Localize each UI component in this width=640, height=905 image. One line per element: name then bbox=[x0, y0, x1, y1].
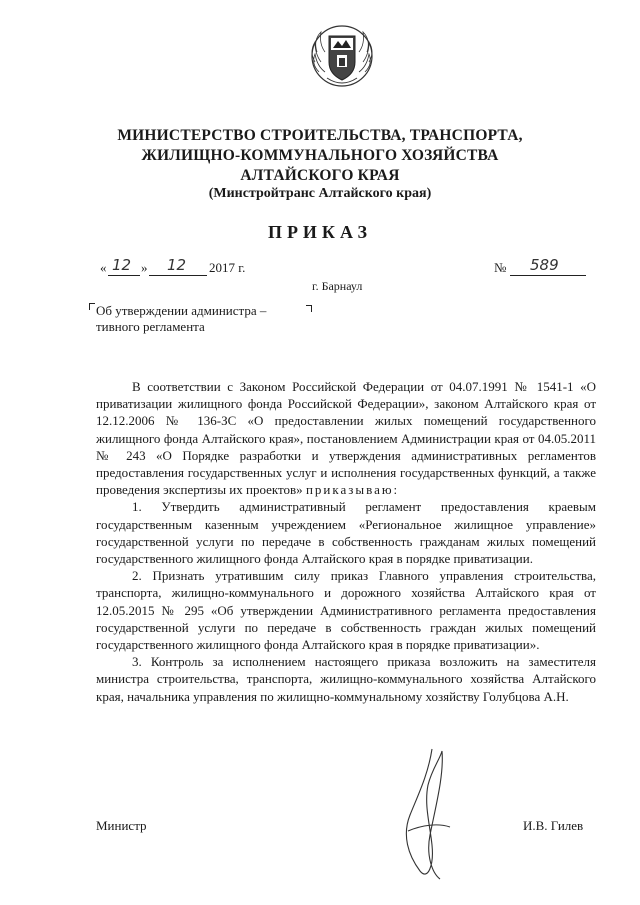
order-item-2: 2. Признать утратившим силу приказ Главного управления строительства, транспорта, жилищно-коммунального и дорожного хозяйства Алтайского края от 12.05.2015 № 295 «Об утверждении Административного регламента предоставления государственной услуги по передаче в собственность граждан жилых помещений государственного жилищного фонда Алтайского края в порядке приватизации». bbox=[96, 568, 596, 653]
document-number bbox=[494, 256, 594, 278]
handwritten-signature bbox=[388, 745, 468, 885]
order-item-3: 3. Контроль за исполнением настоящего приказа возложить на заместителя министра строительства, транспорта, жилищно-коммунального хозяйства Алтайского края, начальника управления по жилищно-коммунальному хозяйству Голубцова А.Н. bbox=[96, 654, 596, 704]
ministry-name bbox=[90, 126, 550, 186]
ministry-line-2: ЖИЛИЩНО-КОММУНАЛЬНОГО ХОЗЯЙСТВА bbox=[141, 147, 499, 164]
number-label: № bbox=[494, 260, 507, 275]
order-item-1: 1. Утвердить административный регламент предоставления краевым государственным казенным учреждением «Региональное жилищное управление» государственной услуги по передаче в собственность гражданам жилых помещений государственного жилищного фонда Алтайского края в порядке приватизации. bbox=[96, 499, 596, 567]
preamble-paragraph bbox=[96, 378, 596, 498]
date-month-handwritten: 12 bbox=[167, 256, 187, 274]
subject-line-1: Об утверждении администра – bbox=[96, 303, 267, 318]
date-open-quote: « bbox=[100, 260, 107, 275]
signer-name: И.В. Гилев bbox=[523, 818, 584, 833]
signer-title: Министр bbox=[96, 818, 147, 833]
document-body bbox=[96, 378, 596, 705]
ministry-line-1: МИНИСТЕРСТВО СТРОИТЕЛЬСТВА, ТРАНСПОРТА, bbox=[117, 127, 523, 144]
order-word: приказываю: bbox=[305, 482, 400, 498]
city: г. Барнаул bbox=[312, 279, 363, 293]
preamble-text: В соответствии с Законом Российской Федерации от 04.07.1991 № 1541-1 «О приватизации жилищного фонда Российской Федерации», законом Алтайского края от 12.12.2006 № 136-ЗС «О предоставлении жилых помещений государственного жилищного фонда Алтайского края», постановлением Администрации края от 04.05.2011 № 243 «О Порядке разработки и утверждения административных регламентов предоставления государственных услуг и исполнения государственных функций, а также проведения экспертизы их проектов» bbox=[96, 379, 596, 498]
document-date bbox=[100, 256, 300, 278]
ministry-line-3: АЛТАЙСКОГО КРАЯ bbox=[240, 167, 400, 184]
ministry-short-name: (Минстройтранс Алтайского края) bbox=[208, 186, 432, 201]
subject-line-2: тивного регламента bbox=[96, 319, 205, 334]
coat-of-arms-icon bbox=[303, 22, 381, 88]
number-value-handwritten: 589 bbox=[530, 256, 559, 274]
document-subject bbox=[92, 303, 266, 335]
date-close-quote: » bbox=[141, 260, 148, 275]
date-day-handwritten: 12 bbox=[112, 256, 132, 274]
document-type-title: ПРИКАЗ bbox=[267, 222, 373, 242]
date-year: 2017 г. bbox=[209, 260, 246, 275]
